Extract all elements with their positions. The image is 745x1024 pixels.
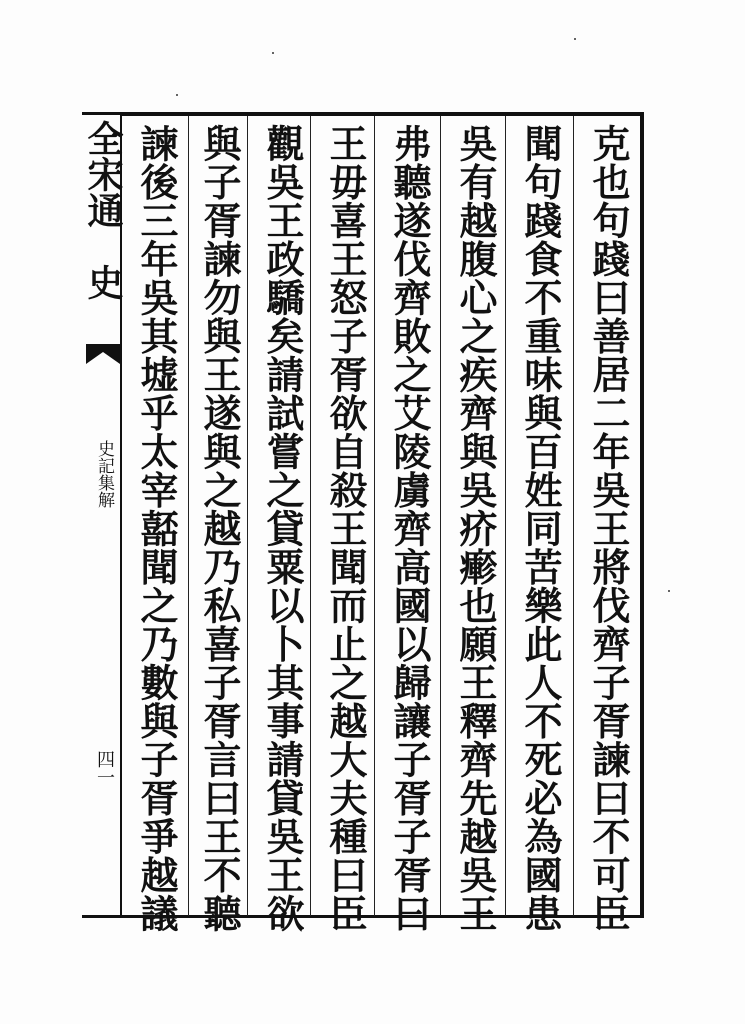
text-column-4: 弗聽遂伐齊敗之艾陵虜齊高國以歸讓子胥子胥曰 (387, 124, 432, 933)
text-column-1: 克也句踐曰善居二年吳王將伐齊子胥諫曰不可臣 (586, 124, 631, 933)
scan-speck (176, 94, 178, 96)
text-column-3: 吳有越腹心之疾齊與吳疥𤺋也願王釋齊先越吳王 (453, 124, 498, 933)
scan-speck (272, 52, 274, 54)
fold-border-bottom (82, 915, 122, 918)
fold-page-number: 四一 (94, 750, 115, 786)
fish-tail-mark (86, 344, 120, 364)
text-column-8: 諫後三年吳其墟乎太宰嚭聞之乃數與子胥爭越議 (134, 124, 179, 933)
fold-border-top (82, 112, 122, 115)
text-column-6: 觀吳王政驕矣請試嘗之貸粟以卜其事請貸吳王欲 (260, 124, 305, 933)
text-column-7: 與子胥諫勿與王遂與之越乃私喜子胥言曰王不聽 (197, 124, 242, 933)
text-column-5: 王毋喜王怒子胥欲自殺王聞而止之越大夫種曰臣 (323, 124, 368, 933)
column-rule (573, 116, 574, 916)
text-column-2: 聞句踐食不重味與百姓同苦樂此人不死必為國患 (518, 124, 563, 933)
fold-book-title: 史記集解 (94, 440, 114, 508)
scan-speck (574, 38, 576, 40)
fold-header-text: 全宋通 史 (82, 120, 124, 300)
scan-speck (668, 590, 670, 592)
